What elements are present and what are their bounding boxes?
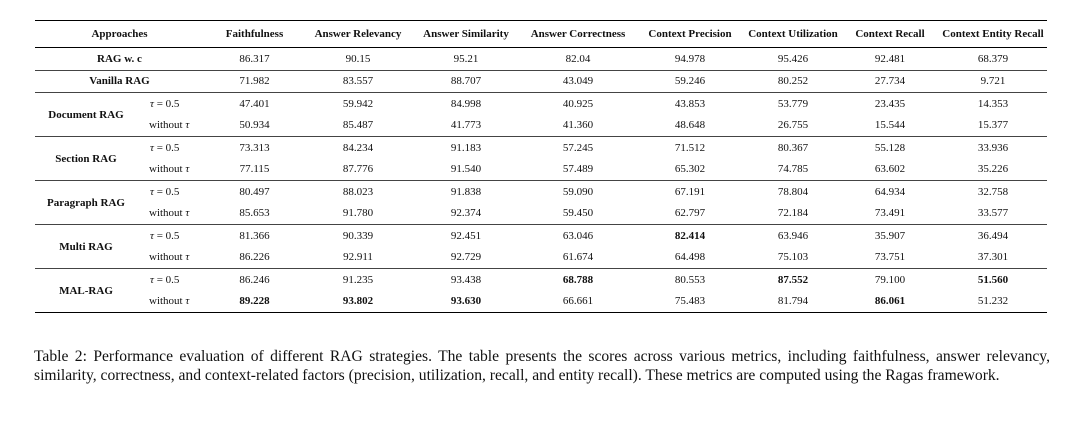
- table-cell: 72.184: [777, 207, 809, 220]
- table-row: [35, 115, 1047, 137]
- table-row: [35, 225, 1047, 247]
- table-cell: 27.734: [874, 75, 906, 88]
- without-tau-label: [137, 203, 204, 225]
- table-cell: 57.489: [562, 163, 594, 176]
- table-cell: 90.339: [342, 229, 374, 242]
- table-cell: 83.557: [342, 75, 374, 88]
- table-cell: 88.023: [342, 185, 374, 198]
- tau-value: = 0.5: [153, 97, 180, 110]
- table-cell: 35.226: [977, 163, 1009, 176]
- table-cell: 92.911: [343, 251, 373, 264]
- tau-setting-label: [137, 93, 204, 115]
- table-cell: 55.128: [874, 141, 906, 154]
- table-cell: 93.438: [450, 273, 482, 286]
- table-cell: 86.226: [239, 251, 270, 264]
- table-cell: 68.788: [562, 273, 594, 286]
- tau-value: = 0.5: [153, 229, 180, 242]
- tau-symbol: τ: [150, 229, 154, 242]
- table-cell: 91.780: [342, 207, 374, 220]
- without-word: without: [149, 163, 186, 176]
- table-cell: 15.377: [977, 119, 1009, 132]
- table-cell: 85.653: [239, 207, 270, 220]
- tau-setting-label: [137, 137, 204, 159]
- table-cell: 43.049: [562, 75, 594, 88]
- table-cell: 95.21: [453, 52, 479, 65]
- table-cell: 84.234: [342, 141, 374, 154]
- without-word: without: [149, 251, 186, 264]
- table-cell: 23.435: [874, 97, 906, 110]
- table-cell: 80.252: [777, 75, 809, 88]
- tau-setting-label: [137, 269, 204, 291]
- column-header: Context Recall: [855, 28, 925, 40]
- table-cell: 63.046: [562, 229, 594, 242]
- table-cell: 82.04: [565, 52, 591, 65]
- approach-label: RAG w. c: [97, 52, 142, 65]
- table-cell: 75.103: [777, 251, 809, 264]
- table-cell: 94.978: [674, 52, 706, 65]
- column-header: Answer Similarity: [423, 28, 509, 40]
- table-cell: 82.414: [674, 229, 706, 242]
- table-cell: 92.451: [450, 229, 482, 242]
- table-cell: 26.755: [777, 119, 809, 132]
- table-cell: 9.721: [980, 75, 1006, 88]
- column-header: Context Precision: [648, 28, 732, 40]
- table-cell: 86.061: [874, 295, 906, 308]
- table-cell: 74.785: [777, 163, 809, 176]
- approach-label: MAL-RAG: [59, 284, 113, 297]
- table-cell: 85.487: [342, 119, 374, 132]
- column-header: Approaches: [91, 28, 148, 40]
- tau-symbol: τ: [185, 119, 190, 132]
- table-cell: 80.497: [239, 185, 270, 198]
- table-cell: 51.232: [977, 295, 1009, 308]
- table-cell: 63.946: [777, 229, 809, 242]
- table-cell: 91.183: [450, 141, 482, 154]
- column-header: Answer Correctness: [530, 28, 626, 40]
- table-cell: 92.481: [874, 52, 906, 65]
- table-cell: 47.401: [239, 97, 270, 110]
- table-cell: 65.302: [674, 163, 706, 176]
- without-tau-label: [137, 247, 204, 269]
- table-cell: 48.648: [674, 119, 706, 132]
- tau-symbol: τ: [185, 295, 190, 308]
- table-cell: 73.313: [239, 141, 270, 154]
- table-cell: 50.934: [239, 119, 270, 132]
- tau-symbol: τ: [185, 251, 190, 264]
- approach-label: Paragraph RAG: [47, 196, 125, 209]
- table-cell: 43.853: [674, 97, 706, 110]
- table-cell: 78.804: [777, 185, 809, 198]
- without-tau-label: [137, 115, 204, 137]
- table-cell: 86.317: [239, 52, 270, 65]
- results-table: [35, 20, 1047, 313]
- table-row: [35, 93, 1047, 115]
- tau-value: = 0.5: [153, 141, 180, 154]
- tau-symbol: τ: [185, 163, 190, 176]
- without-word: without: [149, 207, 186, 220]
- table-cell: 79.100: [874, 273, 906, 286]
- table-cell: 86.246: [239, 273, 270, 286]
- table-cell: 77.115: [239, 163, 270, 176]
- table-cell: 59.942: [342, 97, 374, 110]
- tau-setting-label: [137, 225, 204, 247]
- table-cell: 33.936: [977, 141, 1009, 154]
- table-cell: 15.544: [874, 119, 906, 132]
- table-cell: 75.483: [674, 295, 706, 308]
- tau-symbol: τ: [185, 207, 190, 220]
- table-row: [35, 181, 1047, 203]
- table-row: [35, 48, 1047, 71]
- without-tau-label: [137, 159, 204, 181]
- table-cell: 71.512: [674, 141, 706, 154]
- table-cell: 73.751: [874, 251, 906, 264]
- table-caption: Table 2: Performance evaluation of different RAG strategies. The table presents the scores across various metrics, including faithfulness, answer relevancy, similarity, correctness, and context-related factors (precision, utilization, recall, and entity recall). These metrics are computed using the Ragas framework.: [34, 348, 1050, 385]
- table-cell: 93.630: [450, 295, 482, 308]
- column-header: Context Entity Recall: [942, 28, 1044, 40]
- table-cell: 33.577: [977, 207, 1009, 220]
- table-cell: 57.245: [562, 141, 594, 154]
- table-cell: 95.426: [777, 52, 809, 65]
- table-row: [35, 70, 1047, 93]
- table-row: [35, 291, 1047, 313]
- table-cell: 73.491: [874, 207, 906, 220]
- tau-symbol: τ: [150, 97, 154, 110]
- table-cell: 37.301: [977, 251, 1009, 264]
- approach-label: Multi RAG: [59, 240, 113, 253]
- table-cell: 32.758: [977, 185, 1009, 198]
- without-word: without: [149, 119, 186, 132]
- table-row: [35, 203, 1047, 225]
- column-header: Faithfulness: [225, 28, 284, 40]
- table-cell: 91.540: [450, 163, 482, 176]
- table-cell: 66.661: [562, 295, 594, 308]
- without-tau-label: [137, 291, 204, 313]
- tau-symbol: τ: [150, 141, 154, 154]
- table-row: [35, 269, 1047, 291]
- table-cell: 62.797: [674, 207, 706, 220]
- table-row: [35, 159, 1047, 181]
- tau-symbol: τ: [150, 185, 154, 198]
- table-cell: 59.450: [562, 207, 594, 220]
- approach-label: Section RAG: [55, 152, 117, 165]
- table-cell: 40.925: [562, 97, 594, 110]
- table-cell: 68.379: [977, 52, 1009, 65]
- table-cell: 93.802: [342, 295, 374, 308]
- table-row: [35, 137, 1047, 159]
- table-cell: 51.560: [977, 273, 1009, 286]
- tau-setting-label: [137, 181, 204, 203]
- table-row: [35, 247, 1047, 269]
- table-cell: 35.907: [874, 229, 906, 242]
- table-header-row: [35, 21, 1047, 48]
- table-cell: 53.779: [777, 97, 809, 110]
- table-cell: 92.374: [450, 207, 482, 220]
- table-cell: 90.15: [345, 52, 371, 65]
- approach-label: Document RAG: [48, 108, 124, 121]
- table-body: [35, 48, 1047, 313]
- results-table-container: [35, 20, 1047, 313]
- table-cell: 89.228: [239, 295, 270, 308]
- tau-symbol: τ: [150, 273, 154, 286]
- table-cell: 87.552: [777, 273, 809, 286]
- table-cell: 91.838: [450, 185, 482, 198]
- table-cell: 88.707: [450, 75, 482, 88]
- table-cell: 41.773: [450, 119, 482, 132]
- table-cell: 91.235: [342, 273, 374, 286]
- table-cell: 61.674: [562, 251, 594, 264]
- table-cell: 92.729: [450, 251, 482, 264]
- table-cell: 84.998: [450, 97, 482, 110]
- table-cell: 80.553: [674, 273, 706, 286]
- table-cell: 71.982: [239, 75, 270, 88]
- without-word: without: [149, 295, 186, 308]
- table-cell: 87.776: [342, 163, 374, 176]
- table-cell: 36.494: [977, 229, 1009, 242]
- table-cell: 80.367: [777, 141, 809, 154]
- table-cell: 67.191: [674, 185, 706, 198]
- table-cell: 64.934: [874, 185, 906, 198]
- column-header: Context Utilization: [748, 28, 838, 40]
- tau-value: = 0.5: [153, 273, 180, 286]
- tau-value: = 0.5: [153, 185, 180, 198]
- table-cell: 41.360: [562, 119, 594, 132]
- table-cell: 59.090: [562, 185, 594, 198]
- approach-label: Vanilla RAG: [89, 75, 150, 88]
- table-cell: 14.353: [977, 97, 1009, 110]
- table-cell: 59.246: [674, 75, 706, 88]
- table-cell: 63.602: [874, 163, 906, 176]
- table-cell: 81.366: [239, 229, 270, 242]
- table-cell: 81.794: [777, 295, 809, 308]
- table-cell: 64.498: [674, 251, 706, 264]
- column-header: Answer Relevancy: [314, 28, 402, 40]
